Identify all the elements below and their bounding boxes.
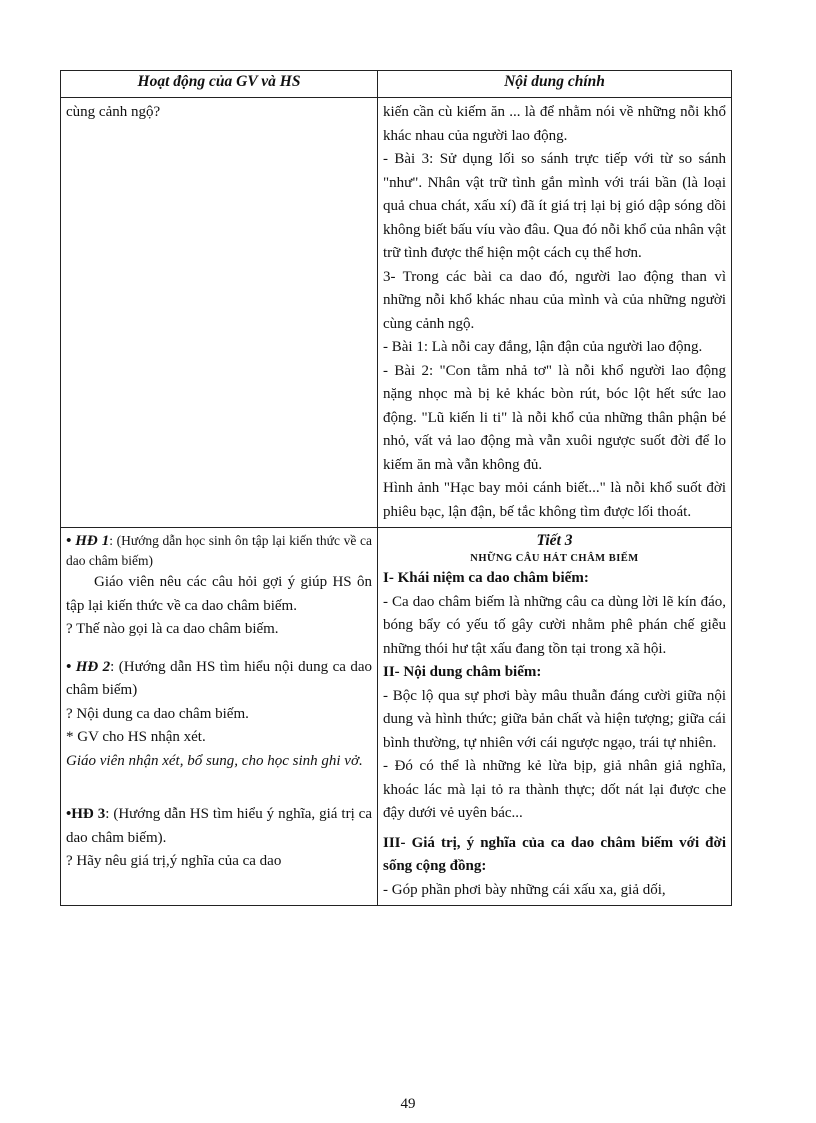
hd1-label: • HĐ 1 [66, 533, 110, 549]
header-activities: Hoạt động của GV và HS [61, 71, 378, 98]
section1-title: I- Khái niệm ca dao châm biếm: [383, 570, 589, 586]
row1-paragraph: - Bài 3: Sử dụng lối so sánh trực tiếp với từ so sánh "như". Nhân vật trữ tình gắn mình với trái bần (là loại quả chua chát, xấu xí) đã ít giá trị lại bị gió dập sóng dồi không biết bấu víu vào đâu. Qua đó nỗi khổ của nhân vật trữ tình được thể hiện một cách cụ thể hơn. [383, 151, 726, 261]
hd2-italic-note: Giáo viên nhận xét, bổ sung, cho học sinh ghi vở. [66, 752, 363, 769]
row2-right-cell [378, 528, 732, 906]
hd1-heading [66, 531, 372, 571]
hd3-heading [66, 803, 372, 850]
hd1-question: ? Thế nào gọi là ca dao châm biếm. [66, 621, 279, 637]
hd3-label: •HĐ 3 [66, 806, 106, 822]
hd2-heading [66, 656, 372, 703]
row2-left-cell [61, 528, 378, 906]
content-table [60, 70, 732, 906]
row1-paragraph: - Bài 1: Là nỗi cay đắng, lận đận của người lao động. [383, 339, 703, 355]
hd3-desc: : (Hướng dẫn HS tìm hiểu ý nghĩa, giá trị ca dao châm biếm). [66, 806, 372, 846]
table-header-row [61, 71, 732, 98]
row1-right-cell [378, 98, 732, 528]
header-main-content: Nội dung chính [378, 71, 732, 98]
hd2-desc: : (Hướng dẫn HS tìm hiểu nội dung ca dao châm biếm) [66, 658, 372, 698]
lesson-subtitle: NHỮNG CÂU HÁT CHÂM BIẾM [470, 553, 639, 564]
row1-paragraph: - Bài 2: "Con tằm nhả tơ" là nỗi khổ người lao động nặng nhọc mà bị kẻ khác bòn rút, bóc lột hết sức lao động. "Lũ kiến li ti" là nỗi khổ của những thân phận bé nhỏ, vất vả lao động mà vẫn xuôi ngược suốt đời để lo kiếm ăn mà vẫn không đủ. [383, 362, 726, 473]
row1-paragraph: 3- Trong các bài ca dao đó, người lao động than vì những nỗi khổ khác nhau của mình và của những người cùng cảnh ngộ. [383, 268, 726, 332]
spacer [66, 773, 372, 803]
row1-left-cell [61, 98, 378, 528]
hd2-question: ? Nội dung ca dao châm biếm. [66, 705, 249, 722]
hd2-gv-note: * GV cho HS nhận xét. [66, 729, 206, 745]
hd1-desc: : (Hướng dẫn học sinh ôn tập lại kiến thức về ca dao châm biếm) [66, 533, 372, 568]
lesson-title: Tiết 3 [536, 532, 573, 549]
hd1-text: Giáo viên nêu các câu hỏi gợi ý giúp HS ôn tập lại kiến thức về ca dao châm biếm. [66, 574, 372, 614]
table-row [61, 528, 732, 906]
row1-left-text: cùng cảnh ngộ? [66, 104, 161, 120]
section2-title: II- Nội dung châm biếm: [383, 664, 542, 680]
spacer [66, 642, 372, 656]
table-row [61, 98, 732, 528]
section2-text: - Bộc lộ qua sự phơi bày mâu thuẫn đáng cười giữa nội dung và hình thức; giữa bản chất và hiện tượng; giữa cái bình thường, tự nhiên với cái ngược ngạo, trái tự nhiên. [383, 687, 726, 751]
page-number: 49 [400, 1096, 416, 1112]
section1-text: - Ca dao châm biếm là những câu ca dùng lời lẽ kín đáo, bóng bẩy có yếu tố gây cười nhằm phê phán chế giễu những thói hư tật xấu đang tồn tại trong xã hội. [383, 593, 726, 657]
section2-text: - Đó có thể là những kẻ lừa bịp, giả nhân giả nghĩa, khoác lác mà lại tỏ ra thành thực; dốt nát lại được che đậy dưới vẻ uyên bác... [383, 758, 726, 821]
section3-text: - Góp phần phơi bày những cái xấu xa, giả dối, [383, 881, 666, 898]
hd2-label: • HĐ 2 [66, 658, 111, 675]
row1-paragraph: kiến cần cù kiếm ăn ... là để nhằm nói về những nỗi khổ khác nhau của người lao động. [383, 104, 726, 144]
section3-title: III- Giá trị, ý nghĩa của ca dao châm biếm với đời sống cộng đồng: [383, 834, 726, 874]
hd3-question: ? Hãy nêu giá trị,ý nghĩa của ca dao [66, 853, 282, 869]
row1-paragraph: Hình ảnh "Hạc bay mỏi cánh biết..." là nỗi khổ suốt đời phiêu bạc, lận đận, bế tắc không tìm được lối thoát. [383, 480, 726, 520]
